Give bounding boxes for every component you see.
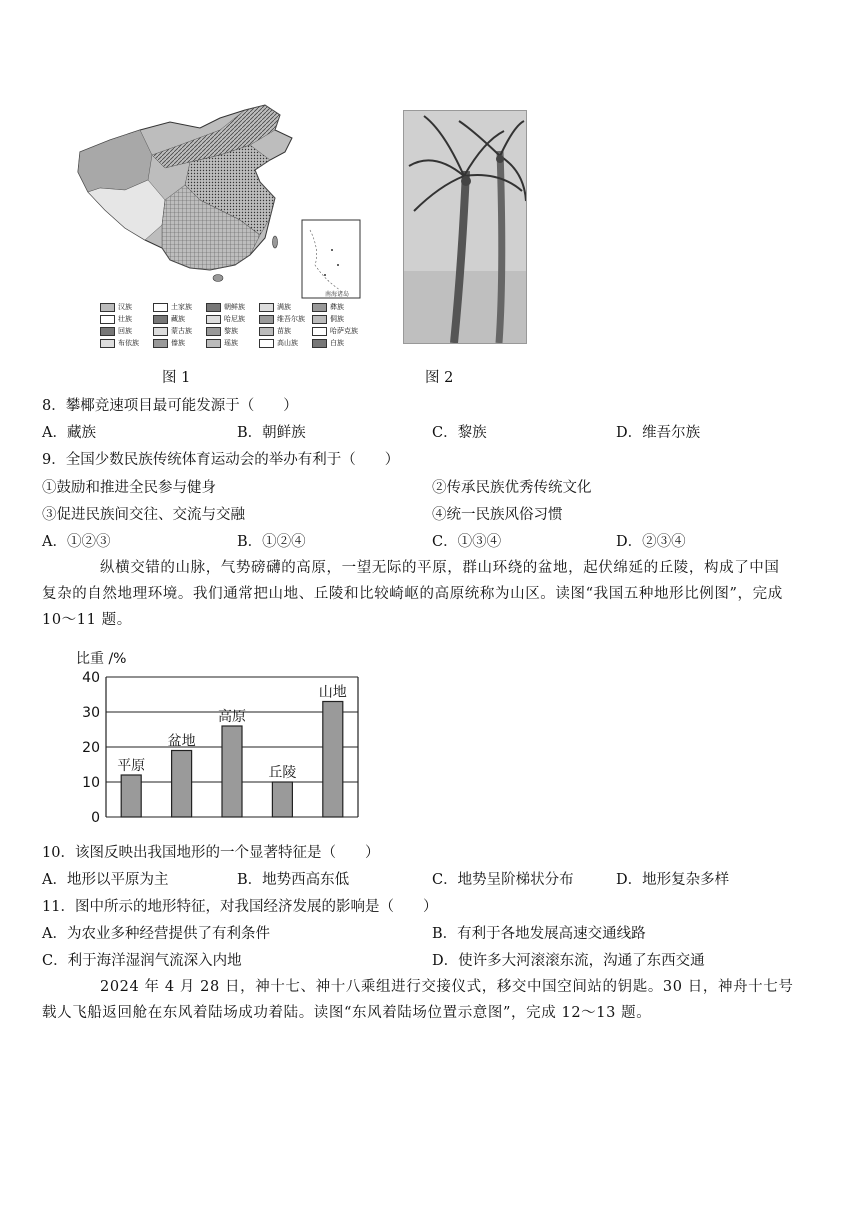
legend-label: 维吾尔族 [277, 315, 305, 323]
legend-swatch [312, 315, 327, 324]
legend-swatch [312, 303, 327, 312]
legend-swatch [206, 339, 221, 348]
legend-swatch [259, 327, 274, 336]
coconut-palm-photo [403, 110, 527, 344]
legend-label: 汉族 [118, 303, 132, 311]
question-10-option-c: C．地势呈阶梯状分布 [432, 872, 574, 888]
question-9-statement-4: ④统一民族风俗习惯 [432, 507, 563, 523]
question-11-option-b: B．有利于各地发展高速交通线路 [432, 926, 646, 942]
y-tick-label: 10 [82, 775, 100, 791]
bar-category-label: 盆地 [167, 733, 196, 750]
legend-item [312, 302, 365, 312]
question-8-option-a: A．藏族 [42, 425, 96, 441]
legend-item [100, 302, 153, 312]
question-8-stem: 8．攀椰竞速项目最可能发源于（ ） [42, 398, 298, 414]
legend-label: 朝鲜族 [224, 303, 245, 311]
legend-item [206, 314, 259, 324]
question-9-option-c: C．①③④ [432, 534, 502, 550]
legend-swatch [100, 327, 115, 336]
passage-terrain: 纵横交错的山脉，气势磅礴的高原，一望无际的平原，群山环绕的盆地，起伏绵延的丘陵，构成了中国复杂的自然地理环境。我们通常把山地、丘陵和比较崎岖的高原统称为山区。读图“我国五种地形比例图”，完成 10～11 题。 [42, 560, 783, 628]
legend-item [100, 314, 153, 324]
legend-label: 藏族 [171, 315, 185, 323]
legend-label: 瑶族 [224, 339, 238, 347]
question-10-option-d: D．地形复杂多样 [616, 872, 730, 888]
bar-category-label: 山地 [318, 684, 347, 701]
legend-swatch [312, 327, 327, 336]
legend-item [312, 338, 365, 348]
bar [121, 775, 141, 817]
legend-label: 满族 [277, 303, 291, 311]
bar [222, 726, 242, 817]
y-tick-label: 20 [82, 740, 100, 756]
bar-category-label: 高原 [218, 709, 246, 725]
inset-label: 南海诸岛 [325, 291, 350, 298]
legend-label: 黎族 [224, 327, 238, 335]
legend-item [259, 314, 312, 324]
legend-label: 布依族 [118, 339, 139, 347]
legend-swatch [153, 315, 168, 324]
question-10-option-b: B．地势西高东低 [237, 872, 350, 888]
legend-item [259, 338, 312, 348]
question-9-option-a: A．①②③ [42, 534, 111, 550]
figure2-caption: 图 2 [425, 370, 454, 386]
question-9-statement-2: ②传承民族优秀传统文化 [432, 480, 592, 496]
legend-item [153, 302, 206, 312]
legend-label: 回族 [118, 327, 132, 335]
legend-item [206, 338, 259, 348]
legend-label: 哈尼族 [224, 315, 245, 323]
legend-swatch [100, 315, 115, 324]
legend-swatch [153, 327, 168, 336]
legend-item [153, 338, 206, 348]
legend-item [312, 314, 365, 324]
legend-item [100, 326, 153, 336]
legend-swatch [153, 339, 168, 348]
question-11-option-a: A．为农业多种经营提供了有利条件 [42, 926, 270, 942]
legend-label: 白族 [330, 339, 344, 347]
bar-category-label: 平原 [117, 758, 146, 774]
legend-swatch [259, 303, 274, 312]
legend-label: 壮族 [118, 315, 132, 323]
passage-landing-site: 2024 年 4 月 28 日，神十七、神十八乘组进行交接仪式，移交中国空间站的钥匙。30 日，神舟十七号载人飞船返回舱在东风着陆场成功着陆。读图“东风着陆场位置示意图”，完成 12～13 题。 [42, 979, 794, 1021]
question-11-option-d: D．使许多大河滚滚东流，沟通了东西交通 [432, 953, 705, 969]
legend-item [259, 302, 312, 312]
bar [272, 782, 292, 817]
y-tick-label: 40 [82, 670, 100, 686]
legend-swatch [206, 303, 221, 312]
question-9-statement-1: ①鼓励和推进全民参与健身 [42, 480, 216, 496]
legend-item [259, 326, 312, 336]
y-axis-label: 比重 /% [76, 651, 127, 667]
y-tick-label: 0 [91, 810, 100, 826]
question-9-option-d: D．②③④ [616, 534, 686, 550]
question-9-stem: 9．全国少数民族传统体育运动会的举办有利于（ ） [42, 452, 400, 468]
legend-item [206, 326, 259, 336]
question-11-stem: 11．图中所示的地形特征，对我国经济发展的影响是（ ） [42, 899, 438, 915]
legend-item [153, 314, 206, 324]
legend-item [100, 338, 153, 348]
legend-label: 侗族 [330, 315, 344, 323]
terrain-proportion-chart [68, 645, 368, 835]
legend-swatch [153, 303, 168, 312]
y-tick-label: 30 [82, 705, 100, 721]
legend-label: 土家族 [171, 303, 192, 311]
question-9-option-b: B．①②④ [237, 534, 306, 550]
bar [172, 751, 192, 818]
legend-swatch [259, 339, 274, 348]
legend-label: 傣族 [171, 339, 185, 347]
question-8-option-c: C．黎族 [432, 425, 487, 441]
legend-swatch [206, 327, 221, 336]
legend-label: 哈萨克族 [330, 327, 358, 335]
legend-swatch [206, 315, 221, 324]
legend-swatch [259, 315, 274, 324]
question-11-option-c: C．利于海洋湿润气流深入内地 [42, 953, 242, 969]
legend-item [312, 326, 365, 336]
legend-swatch [100, 303, 115, 312]
legend-label: 彝族 [330, 303, 344, 311]
ethnic-distribution-map [70, 100, 370, 355]
legend-label: 高山族 [277, 339, 298, 347]
question-10-stem: 10．该图反映出我国地形的一个显著特征是（ ） [42, 845, 380, 861]
bar-category-label: 丘陵 [268, 765, 297, 781]
legend-label: 蒙古族 [171, 327, 192, 335]
question-8-option-d: D．维吾尔族 [616, 425, 701, 441]
chart-svg [68, 645, 368, 835]
legend-item [153, 326, 206, 336]
question-10-option-a: A．地形以平原为主 [42, 872, 169, 888]
figure1-caption: 图 1 [162, 370, 191, 386]
map-legend [100, 302, 365, 348]
legend-swatch [312, 339, 327, 348]
legend-label: 苗族 [277, 327, 291, 335]
question-9-statement-3: ③促进民族间交往、交流与交融 [42, 507, 245, 523]
bar [323, 702, 343, 818]
legend-swatch [100, 339, 115, 348]
question-8-option-b: B．朝鲜族 [237, 425, 306, 441]
legend-item [206, 302, 259, 312]
